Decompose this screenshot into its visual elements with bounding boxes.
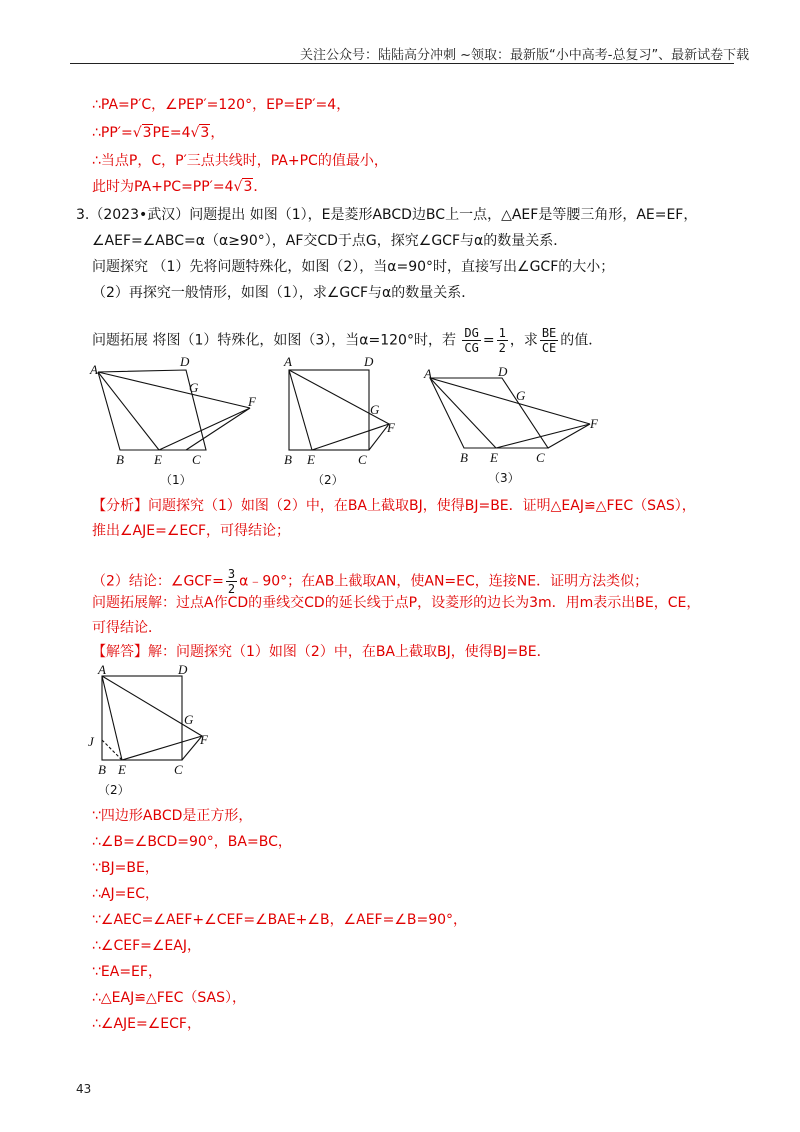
label-j: J — [88, 734, 94, 749]
solution-figure-caption: （2） — [98, 783, 130, 797]
fraction-den: 2 — [498, 341, 506, 355]
label-d: D — [364, 354, 374, 369]
analysis-line-3-a: （2）结论：∠GCF= — [92, 573, 224, 590]
fraction-den: 2 — [227, 582, 236, 596]
question-line-5-c: ，求 — [509, 332, 538, 349]
fraction-num: DG — [464, 326, 479, 340]
fraction-3-2 — [226, 567, 237, 596]
fraction-dg-cg — [462, 326, 480, 355]
line-4-a: 此时为PA+PC=PP′=4 — [92, 179, 234, 195]
label-d: D — [180, 354, 190, 369]
question-line-4: （2）再探究一般情形，如图（1），求∠GCF与α的数量关系． — [92, 285, 476, 301]
label-a: A — [98, 664, 106, 677]
step-7: ∵EA=EF， — [92, 964, 162, 980]
label-f: F — [248, 394, 256, 409]
analysis-line-3 — [92, 567, 648, 596]
fraction-num: BE — [541, 326, 557, 340]
figure-3-caption: （3） — [488, 471, 520, 485]
label-d: D — [178, 664, 188, 677]
question-line-3: 问题探究 （1）先将问题特殊化，如图（2），当α=90°时，直接写出∠GCF的大小； — [92, 259, 615, 275]
analysis-line-2: 推出∠AJE=∠ECF，可得结论； — [92, 523, 291, 539]
label-a: A — [424, 366, 432, 381]
label-c: C — [358, 452, 367, 467]
sqrt-3-b: 3 — [200, 125, 210, 141]
label-f: F — [200, 732, 208, 747]
label-e: E — [490, 450, 498, 465]
fraction-den: CG — [464, 341, 479, 355]
label-g: G — [516, 388, 526, 403]
label-b: B — [460, 450, 468, 465]
line-4: 此时为PA+PC=PP′=4√3． — [92, 179, 268, 195]
fraction-num: 3 — [227, 567, 236, 581]
fraction-num: 1 — [498, 326, 506, 340]
solution-line-1: 【解答】解：问题探究（1）如图（2）中，在BA上截取BJ，使得BJ=BE． — [92, 644, 551, 660]
label-c: C — [536, 450, 545, 465]
fraction-den: CE — [541, 341, 557, 355]
analysis-line-4: 问题拓展解：过点A作CD的垂线交CD的延长线于点P，设菱形的边长为3m．用m表示出BE，CE， — [92, 595, 701, 611]
analysis-line-1: 【分析】问题探究（1）如图（2）中，在BA上截取BJ，使得BJ=BE．证明△EAJ≌△FEC（SAS）， — [92, 498, 696, 514]
figure-3 — [430, 378, 590, 448]
label-b: B — [98, 762, 106, 777]
figure-3-labels — [423, 364, 599, 485]
step-8: ∴△EAJ≌△FEC（SAS）， — [92, 990, 247, 1006]
label-c: C — [192, 452, 201, 467]
solution-figure — [84, 664, 234, 800]
label-e: E — [307, 452, 315, 467]
line-3: ∴当点P，C，P′三点共线时，PA+PC的值最小， — [92, 153, 388, 169]
label-c: C — [174, 762, 183, 777]
line-1: ∴PA=P′C，∠PEP′=120°，EP=EP′=4， — [92, 97, 351, 113]
line-2-e: ， — [210, 125, 225, 141]
figure-2-caption: （2） — [312, 473, 344, 487]
label-e: E — [154, 452, 162, 467]
question-line-1: 3.（2023•武汉）问题提出 如图（1），E是菱形ABCD边BC上一点，△AEF是等腰三角形，AE=EF， — [76, 207, 698, 223]
label-f: F — [387, 420, 395, 435]
figure-1-caption: （1） — [160, 473, 192, 487]
step-5: ∵∠AEC=∠AEF+∠CEF=∠BAE+∠B，∠AEF=∠B=90°， — [92, 912, 468, 928]
line-2: ∴PP′=√3PE=4√3， — [92, 125, 225, 141]
header-divider — [70, 63, 734, 64]
step-6: ∴∠CEF=∠EAJ， — [92, 938, 201, 954]
line-2-c: PE=4 — [152, 125, 191, 141]
fraction-be-ce — [540, 326, 558, 355]
label-g: G — [189, 380, 199, 395]
step-1: ∵四边形ABCD是正方形， — [92, 808, 253, 824]
page-header: 关注公众号：陆陆高分冲刺 ~领取：最新版“小中高考-总复习”、最新试卷下载 — [300, 48, 750, 63]
step-4: ∴AJ=EC， — [92, 886, 159, 902]
step-9: ∴∠AJE=∠ECF， — [92, 1016, 201, 1032]
question-line-2: ∠AEF=∠ABC=α（α≥90°），AF交CD于点G，探究∠GCF与α的数量关系． — [92, 233, 568, 249]
analysis-line-3-b: α﹣90°；在AB上截取AN，使AN=EC，连接NE．证明方法类似； — [239, 573, 649, 590]
line-2-a: ∴PP′= — [92, 125, 133, 141]
label-f: F — [590, 416, 598, 431]
fraction-1-2 — [497, 326, 508, 355]
question-line-5-d: 的值． — [560, 332, 603, 349]
label-a: A — [284, 354, 292, 369]
step-3: ∵BJ=BE， — [92, 860, 159, 876]
analysis-line-5: 可得结论． — [92, 620, 162, 636]
figure-1 — [98, 370, 250, 450]
sqrt-3-c: 3 — [243, 179, 253, 195]
label-d: D — [498, 364, 508, 379]
question-line-5-a: 问题拓展 将图（1）特殊化，如图（3），当α=120°时，若 — [92, 332, 456, 349]
sqrt-3-a: 3 — [142, 125, 152, 141]
page-number: 43 — [76, 1082, 92, 1096]
question-line-5 — [92, 326, 602, 355]
figures-row — [84, 352, 704, 492]
label-b: B — [284, 452, 292, 467]
label-g: G — [370, 402, 380, 417]
label-g: G — [184, 712, 194, 727]
label-a: A — [90, 362, 98, 377]
line-4-c: ． — [253, 179, 268, 195]
step-2: ∴∠B=∠BCD=90°，BA=BC， — [92, 834, 292, 850]
equals-sign: = — [482, 332, 495, 349]
label-e: E — [118, 762, 126, 777]
label-b: B — [116, 452, 124, 467]
figure-2-labels — [283, 354, 396, 487]
